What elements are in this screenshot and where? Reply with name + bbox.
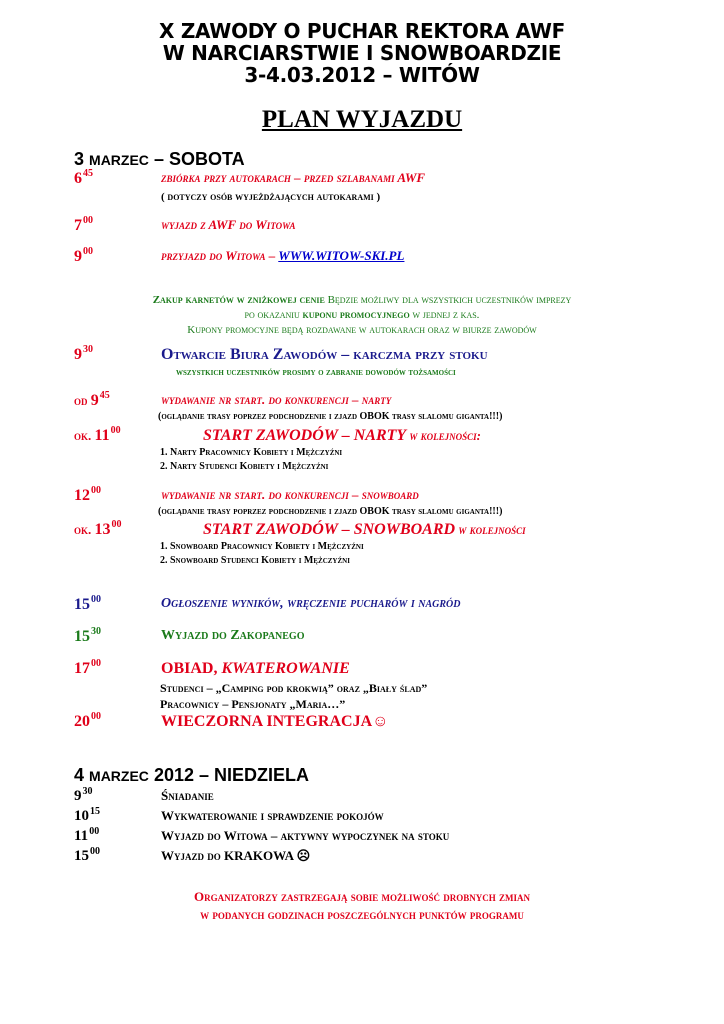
- time: $9^{00}$: [74, 246, 93, 265]
- event-note: wszystkich uczestników prosimy o zabranie dowodów tożsamości: [176, 367, 456, 378]
- event-text: START ZAWODÓW – NARTY w kolejności:: [203, 427, 482, 444]
- event-text: przyjazd do Witowa – WWW.WITOW-SKI.PL: [161, 248, 405, 263]
- event-text: wyjazd z AWF do Witowa: [161, 217, 296, 232]
- time: $20^{00}$: [74, 711, 101, 730]
- time: $9^{30}$: [74, 344, 93, 363]
- time: $6^{45}$: [74, 168, 93, 187]
- schedule-row-2000: [74, 713, 714, 735]
- event-text: wydawanie nr start. do konkurencji – narty: [161, 392, 392, 407]
- event-text: wydawanie nr start. do konkurencji – snowboard: [161, 487, 419, 502]
- day1-heading: 3 MARZEC – SOBOTA: [74, 149, 245, 169]
- website-link[interactable]: WWW.WITOW-SKI.PL: [278, 248, 405, 263]
- info-line-3: Kupony promocyjne będą rozdawane w autokarach oraz w biurze zawodów: [187, 324, 537, 336]
- schedule-row-0930: [74, 346, 714, 368]
- list-item: 2. Snowboard Studenci Kobiety i Mężczyźni: [160, 555, 350, 566]
- time: $9^{30}$: [74, 786, 93, 804]
- footer-line-2: w podanych godzinach poszczególnych punktów programu: [200, 907, 524, 922]
- header-line-1: X ZAWODY O PUCHAR REKTORA AWF: [159, 19, 565, 43]
- event-text: Śniadanie: [161, 788, 214, 803]
- time: ok. $11^{00}$: [74, 425, 121, 444]
- event-text: zbiórka przy autokarach – przed szlabanami AWF: [161, 170, 426, 185]
- info-line-2: po okazaniu kuponu promocyjnego w jednej z kas.: [244, 309, 480, 321]
- time: od $9^{45}$: [74, 390, 110, 409]
- event-note: (oglądanie trasy poprzez podchodzenie i zjazd OBOK trasy slalomu giganta!!!): [158, 506, 503, 517]
- event-note: (oglądanie trasy poprzez podchodzenie i zjazd OBOK trasy slalomu giganta!!!): [158, 411, 503, 422]
- time: $10^{15}$: [74, 806, 100, 824]
- event-text: OBIAD, KWATEROWANIE: [161, 660, 350, 677]
- schedule-row-d2-1500: [74, 848, 714, 870]
- schedule-row-0645: [74, 170, 714, 192]
- schedule-row-1300: [74, 521, 714, 543]
- event-text: Wyjazd do Witowa – aktywny wypoczynek na stoku: [161, 828, 450, 843]
- schedule-row-d2-1015: [74, 808, 714, 830]
- schedule-row-1100: [74, 427, 714, 449]
- schedule-row-d2-0930: [74, 788, 714, 810]
- time: $15^{00}$: [74, 846, 100, 864]
- header-line-2: W NARCIARSTWIE I SNOWBOARDZIE: [162, 41, 562, 65]
- list-item: Pracownicy – Pensjonaty „Maria…”: [160, 697, 346, 711]
- plan-title: PLAN WYJAZDU: [261, 106, 463, 133]
- schedule-row-1700: [74, 660, 714, 682]
- time: $17^{00}$: [74, 658, 101, 677]
- time: $15^{30}$: [74, 626, 101, 645]
- schedule-row-0700: [74, 217, 714, 239]
- event-text: Ogłoszenie wyników, wręczenie pucharów i nagród: [161, 596, 461, 611]
- event-text: START ZAWODÓW – SNOWBOARD w kolejności: [203, 521, 526, 538]
- schedule-row-d2-1100: [74, 828, 714, 850]
- footer-line-1: Organizatorzy zastrzegają sobie możliwość drobnych zmian: [193, 889, 531, 904]
- schedule-row-0900: [74, 248, 714, 270]
- event-text: Otwarcie Biura Zawodów – karczma przy stoku: [161, 346, 488, 363]
- event-text: Wyjazd do KRAKOWA ☹: [161, 848, 311, 863]
- schedule-row-1500: [74, 596, 714, 618]
- event-text: WIECZORNA INTEGRACJA☺: [161, 713, 389, 730]
- time: $11^{00}$: [74, 826, 100, 844]
- day2-heading: 4 MARZEC 2012 – NIEDZIELA: [74, 765, 309, 785]
- event-note: ( dotyczy osób wyjeżdżających autokarami ): [161, 191, 381, 203]
- time: ok. $13^{00}$: [74, 519, 122, 538]
- event-text: Wyjazd do Zakopanego: [161, 628, 305, 643]
- document-header: [0, 20, 724, 86]
- list-item: Studenci – „Camping pod krokwią” oraz „Biały ślad”: [160, 681, 428, 695]
- list-item: 2. Narty Studenci Kobiety i Mężczyźni: [160, 461, 329, 472]
- info-line-1: Zakup karnetów w zniżkowej cenie Będzie możliwy dla wszystkich uczestników imprezy: [152, 294, 572, 306]
- event-text: Wykwaterowanie i sprawdzenie pokojów: [161, 808, 384, 823]
- header-line-3: 3-4.03.2012 – WITÓW: [244, 63, 480, 87]
- time: $15^{00}$: [74, 594, 101, 613]
- schedule-row-1530: [74, 628, 714, 650]
- list-item: 1. Snowboard Pracownicy Kobiety i Mężczyźni: [160, 541, 364, 552]
- time: $12^{00}$: [74, 485, 101, 504]
- list-item: 1. Narty Pracownicy Kobiety i Mężczyźni: [160, 447, 343, 458]
- time: $7^{00}$: [74, 215, 93, 234]
